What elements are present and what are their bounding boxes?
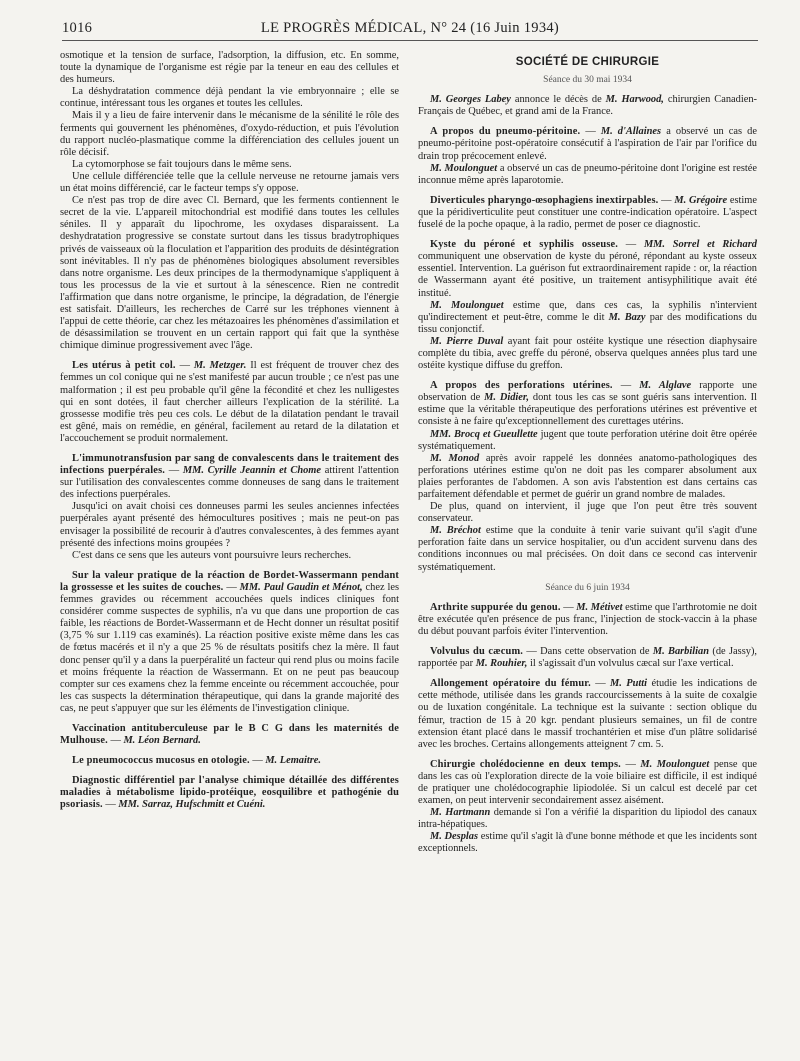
article-text: estime que la péridiverticulite peut constituer une contre-indication opératoire. L'aspect fuselé de la poche opaque, à la radio, permet de poser ce diagnostic. (418, 194, 757, 231)
article-author: M. Monod (430, 452, 480, 464)
paragraph (418, 300, 757, 336)
article-author: M. Alglave (639, 380, 692, 392)
article-pneumo-peritoine: A propos du pneumo-péritoine. — M. d'Allaines a observé un cas de pneumo-péritoine post-opératoire consécutif à l'aspiration de l'air par l'orifice du drain trop précocement enlevé. (418, 126, 757, 162)
journal-title: LE PROGRÈS MÉDICAL, N° 24 (16 Juin 1934) (260, 20, 560, 36)
section-title: SOCIÉTÉ DE CHIRURGIE (515, 56, 660, 68)
article-author: M. Lemaitre. (265, 755, 322, 767)
page-header (62, 18, 758, 38)
article-author: M. Putti (610, 678, 648, 690)
article-text: il s'agissait d'un volvulus cæcal sur l'axe vertical. (530, 658, 734, 670)
article-text: dont tous les cas se sont guéris sans intervention. Il estime que la véritable thérapeutique des perforations utérines est préventive et consiste à ne faire qu'exceptionnellement des curettages utérins. (418, 392, 757, 428)
paragraph: De plus, quand on intervient, il juge que l'on peut être très souvent conservateur. (418, 501, 757, 525)
article-diverticules: Diverticules pharyngo-œsophagiens inextirpables. — M. Grégoire estime que la péridiverticulite peut constituer une contre-indication opératoire. L'aspect fuselé de la poche opaque, à la radio, permet de poser ce diagnostic. (418, 194, 757, 231)
article-author: M. Bazy (608, 311, 646, 323)
paragraph (418, 429, 757, 453)
article-text: Dans cette observation de (540, 646, 650, 658)
article-heading: A propos des perforations utérines. (430, 380, 613, 392)
seance-date: Séance du 30 mai 1934 (543, 75, 632, 86)
paragraph: Une cellule différenciée telle que la cellule nerveuse ne retourne jamais vers un état moins différencié, car le facteur temps s'y oppose. (60, 170, 399, 195)
left-column (60, 50, 399, 812)
article-allongement: Allongement opératoire du fémur. — M. Putti étudie les indications de cette méthode, utilisée dans les grands raccourcissements à la suite de coxalgie ou de luxation congénitale. La technique est la suivante : section oblique du fémur, traction de 15 à 20 kgr. pendant plusieurs semaines, un fil de contre extension étant placé dans le massif trochantérien et mise d'un plâtre solidarisé avec les broches. Certains allongements atteignent 7 cm. 5. (418, 678, 757, 750)
article-metzger: Les utérus à petit col. — M. Metzger. Il est fréquent de trouver chez des femmes un col conique qui ne s'est manifesté par aucun trouble ; ce n'est pas une malformation ; il est peu probable qu'il gêne la fécondité et chez les nulligestes qui en sont dotées, il faut chercher ailleurs l'explication de la stérilité. La grossesse modifie très peu ces cols. Le début de la dilatation pendant le travail est gêné, mais on remédie, en général, facilement au retard de la dilatation et l'accouchement se produit normalement. (60, 360, 399, 444)
article-author: M. Bréchot (430, 525, 481, 537)
article-text: estime que l'arthrotomie ne doit être exécutée qu'en présence de pus franc, l'injection de stock-vaccin à la phase du début pouvant parfois éviter l'intervention. (418, 601, 757, 637)
article-heading: Diagnostic différentiel par l'analyse chimique détaillée des différentes maladies à métabolisme lipido-protéique, eosquilibre et pathogénie du psoriasis. (60, 775, 399, 811)
article-bcg: Vaccination antituberculeuse par le B C G dans les maternités de Mulhouse. — M. Léon Bernard. (60, 722, 399, 747)
article-author: M. d'Allaines (600, 126, 662, 138)
article-bordet-wassermann: Sur la valeur pratique de la réaction de Bordet-Wassermann pendant la grossesse et les suites de couches. — MM. Paul Gaudin et Ménot, chez les femmes gravides ou récemment accouchées quels indices cliniques font considérer comme suspectes de syphilis, n'a vu que dans une proportion de cas faible, les réactions de Bordet-Wassermann et de Hecht donner un résultat positif (3,75 % sur 1.119 cas examinés). La réaction positive existe même dans les cas de fœtus macérés et il n'y a que 25 % de résultats positifs chez la mère. Il faut donc penser qu'il y a dans la puerpéralité un facteur qui rend plus ou moins facile et moins fréquente la réaction de Wassermann. Et on ne peut pas beaucoup compter sur ces examens chez la femme enceinte ou récemment accouchée, pour les cas suspects la détermination thérapeutique, qui dans la grande majorité des cas, ne peut s'appuyer que sur les éléments de l'investigation clinique. (60, 569, 399, 714)
article-author: M. Métivet (576, 601, 623, 613)
article-author: M. Moulonguet (430, 162, 498, 174)
article-text: a observé un cas de pneumo-péritoine dont l'origine est restée inconnue même après laparotomie. (418, 162, 757, 186)
article-author: MM. Sorrel et Richard (643, 239, 757, 251)
paragraph: C'est dans ce sens que les auteurs vont poursuivre leurs recherches. (72, 549, 352, 561)
article-text: ayant fait pour ostéite kystique une résection diaphysaire complète du tibia, avec greffe du péroné, observa quelques années plus tard une ostéite kystique diffuse du greffon. (418, 335, 757, 372)
article-text: a observé un cas de pneumo-péritoine post-opératoire consécutif à l'aspiration de l'air par l'orifice du drain trop précocement enlevé. (418, 126, 757, 162)
seance-date: Séance du 6 juin 1934 (545, 582, 630, 593)
article-heading: Diverticules pharyngo-œsophagiens inextirpables. (430, 194, 659, 206)
article-kyste-perone: Kyste du péroné et syphilis osseuse. — MM. Sorrel et Richard communiquent une observation de kyste du péroné, répondant au kyste osseux essentiel. Intervention. La guérison fut extraordinairement rapide : or, la réaction de Wassermann ayant été positive, un traitement antisyphilitique avait été institué. (418, 239, 757, 299)
article-immunotransfusion: L'immunotransfusion par sang de convalescents dans le traitement des infections puerpérales. — MM. Cyrille Jeannin et Chome attirent l'attention sur l'utilisation des convalescentes comme donneuses de sang dans le traitement des infections puerpérales. (60, 453, 399, 501)
paragraph: Mais il y a lieu de faire intervenir dans le mécanisme de la sénilité le rôle des ferments qui gouvernent les phénomènes, d'oxydo-réduction, et puis l'évolution du rapport nucléo-plasmatique comme la différenciation des cellules jouent un rôle décisif. (60, 110, 399, 158)
article-heading: Sur la valeur pratique de la réaction de Bordet-Wassermann pendant la grossesse et les suites de couches. (60, 569, 399, 593)
article-heading: Chirurgie cholédocienne en deux temps. (430, 758, 621, 770)
article-text: (de Jassy), rapportée par (418, 646, 758, 670)
article-author: M. Georges Labey (430, 94, 511, 106)
article-author: M. Rouhier, (475, 658, 528, 670)
article-text: étudie les indications de cette méthode, utilisée dans les grands raccourcissements à la suite de coxalgie ou de luxation congénitale. La technique est la suivante : section oblique du fémur, traction de 15 à 20 kgr. pendant plusieurs semaines, un fil de contre extension étant placé dans le massif trochantérien et mise d'un plâtre solidarisé avec les broches. Certains allongements atteignent 7 cm. 5. (418, 678, 757, 750)
article-author: MM. Paul Gaudin et Ménot, (239, 581, 363, 593)
right-column (418, 50, 757, 856)
article-author: MM. Brocq et Gueullette (430, 428, 538, 440)
article-text: demande si l'on a vérifié la disparition du lipiodol des canaux intra-hépatiques. (418, 807, 757, 831)
article-author: M. Hartmann (430, 807, 491, 819)
article-text: chez les femmes gravides ou récemment accouchées quels indices cliniques font considérer comme suspectes de syphilis, n'a vu que dans une proportion de cas faible, les réactions de Bordet-Wassermann et de Hecht donner un résultat positif (3,75 % sur 1.119 cas examinés). La réaction positive existe même dans les cas de fœtus macérés et il n'y a que 25 % de résultats positifs chez la mère. Il faut donc penser qu'il y a dans la puerpéralité un facteur qui rend plus ou moins facile et moins fréquente la réaction de Wassermann. Et on ne peut pas beaucoup compter sur ces examens chez la femme enceinte ou récemment accouchée, pour les cas suspects la détermination thérapeutique, qui dans la grande majorité des cas, ne peut s'appuyer que sur les éléments de l'investigation clinique. (60, 581, 399, 714)
article-text: estime qu'il s'agit là d'une bonne méthode et que les incidents sont exceptionnels. (418, 831, 757, 855)
article-heading: Vaccination antituberculeuse par le B C G dans les maternités de Mulhouse. (60, 722, 399, 747)
article-author: M. Metzger. (193, 360, 247, 372)
article-text: Il est fréquent de trouver chez des femmes un col conique qui ne s'est manifesté par aucun trouble ; ce n'est pas une malformation ; il est peu probable qu'il gêne la fécondité et chez les nulligestes qui en sont dotées, il faut chercher ailleurs l'explication de la stérilité. La grossesse modifie très peu ces cols. Le début de la dilatation pendant le travail est gêné, mais on remédie, en général, facilement au retard de la dilatation et l'accouchement se produit normalement. (60, 360, 399, 444)
article-psoriasis: Diagnostic différentiel par l'analyse chimique détaillée des différentes maladies à métabolisme lipido-protéique, eosquilibre et pathogénie du psoriasis. — MM. Sarraz, Hufschmitt et Cuéni. (60, 775, 399, 811)
article-heading: Allongement opératoire du fémur. (430, 678, 591, 690)
article-heading: Arthrite suppurée du genou. (430, 601, 561, 613)
article-heading: Les utérus à petit col. (72, 360, 176, 372)
paragraph: La cytomorphose se fait toujours dans le même sens. (72, 158, 292, 170)
article-choledocienne: Chirurgie cholédocienne en deux temps. — M. Moulonguet pense que dans les cas où l'exploration directe de la voie biliaire est difficile, il est indiqué de pratiquer une cholédocographie lipiodolée. Si un calcul est decelé par cet examen, on peut intervenir secondairement assez aisément. (418, 758, 758, 807)
article-text: estime que la conduite à tenir varie suivant qu'il s'agit d'une perforation faite dans un service hospitalier, ou d'un accident survenu dans des conditions inconnues ou mal précisées. On doit dans ce second cas intervenir systématiquement. (418, 525, 758, 573)
article-author: MM. Cyrille Jeannin et Chome (182, 465, 321, 477)
article-text: jugent que toute perforation utérine doit être opérée systématiquement. (418, 428, 757, 452)
paragraph (418, 525, 757, 573)
article-heading: Kyste du péroné et syphilis osseuse. (430, 239, 619, 251)
article-text: attirent l'attention sur l'utilisation des convalescentes comme donneuses de sang dans le traitement des infections puerpérales. (60, 465, 399, 501)
article-heading: A propos du pneumo-péritoine. (430, 126, 581, 138)
article-text: après avoir rappelé les données anatomo-pathologiques des perforations utérines estime qu'on ne doit pas les comparer absolument aux plaies perforantes de l'abdomen. A son avis l'abstention est dans certains cas parfaitement défendable et permet de guérir un grand nombre de malades. (418, 452, 757, 500)
article-author: M. Grégoire (674, 194, 728, 206)
paragraph (418, 807, 757, 831)
paragraph (418, 163, 757, 187)
article-author: M. Léon Bernard. (123, 735, 201, 747)
article-pneumococcus: Le pneumococcus mucosus en otologie. — M. Lemaitre. (72, 755, 322, 767)
article-author: M. Moulonguet (640, 758, 710, 770)
paragraph: Jusqu'ici on avait choisi ces donneuses parmi les seules anciennes infectées puerpérales ayant présenté des hémocultures positives ; mais ne peut-on pas envisager la possibilité de recourir à d'autres convalescentes, à des femmes ayant présenté des infections moins groupées ? (60, 501, 399, 549)
article-text: estime que, dans ces cas, la syphilis n'intervient qu'indirectement et peut-être, comme le dit (418, 299, 757, 323)
article-text: annonce le décès de (514, 94, 602, 106)
article-heading: L'immunotransfusion par sang de convalescents dans le traitement des infections puerpérales. (60, 453, 399, 477)
paragraph (418, 453, 757, 501)
article-text: pense que dans les cas où l'exploration directe de la voie biliaire est difficile, il est indiqué de pratiquer une cholédocographie lipiodolée. Si un calcul est decelé par cet examen, on peut intervenir secondairement assez aisément. (418, 758, 758, 807)
article-text: chirurgien Canadien-Français de Québec, et grand ami de la France. (418, 94, 757, 118)
paragraph: La déshydratation commence déjà pendant la vie embryonnaire ; elle se continue, intéressant tous les organes et toutes les cellules. (60, 86, 399, 110)
article-volvulus: Volvulus du cæcum. — Dans cette observation de M. Barbilian (de Jassy), rapportée par M. Rouhier, il s'agissait d'un volvulus cæcal sur l'axe vertical. (418, 646, 758, 670)
article-author: M. Harwood, (605, 94, 664, 106)
article-text: par des modifications du tissu conjonctif. (418, 311, 757, 335)
paragraph (418, 336, 757, 372)
article-heading: Volvulus du cæcum. (430, 646, 524, 658)
article-author: M. Moulonguet (430, 299, 504, 311)
article-author: M. Pierre Duval (430, 335, 504, 347)
article-author: M. Barbilian (652, 646, 710, 658)
header-rule (62, 40, 758, 41)
paragraph: osmotique et la tension de surface, l'adsorption, la diffusion, etc. En somme, toute la dynamique de l'organisme est régie par la teneur en eau des cellules et des humeurs. (60, 50, 399, 86)
paragraph: Ce n'est pas trop de dire avec Cl. Bernard, que les ferments contiennent le secret de la vie. L'appareil mitochondrial est modifié dans toutes les cellules séniles. Il y apparaît du lipochrome, les oxydases disparaissent. La deshydratation progressive se constate surtout dans les tissus bradytrophiques privés de vaisseaux où la floculation et l'apparition des produits de désintégration sont inévitables. Il n'y pas de phénomènes biologiques absolument reversibles dans notre organisme. Les deux principes de la thermodynamique s'appliquent à tous les processus de la vie et surtout à la sénescence. Rien ne contredit l'affirmation que dans notre organisme, le principe, la dégradation, de l'énergie est satisfait. D'ailleurs, les recherches de Carré sur les tréphones viennent à l'appui de cette théorie, car chez les métazoaires les phénomènes d'assimilation et de désassimilation se trouvent en un certain rapport qui fait que la synthèse chimique diminue progressivement avec l'âge. (60, 195, 399, 352)
article-author: MM. Sarraz, Hufschmitt et Cuéni. (118, 799, 266, 811)
article-text: communiquent une observation de kyste du péroné, répondant au kyste osseux essentiel. Intervention. La guérison fut extraordinairement rapide : or, la réaction de Wassermann ayant été positive, un traitement antisyphilitique avait été institué. (418, 251, 757, 299)
article-perforations: A propos des perforations utérines. — M. Alglave rapporte une observation de M. Didier, dont tous les cas se sont guéris sans intervention. Il estime que la véritable thérapeutique des perforations utérines est préventive et consiste à ne faire qu'exceptionnellement des curettages utérins. (418, 380, 757, 428)
article-author: M. Desplas (430, 831, 479, 843)
article-author: M. Didier, (484, 392, 529, 404)
article-arthrite: Arthrite suppurée du genou. — M. Métivet estime que l'arthrotomie ne doit être exécutée qu'en présence de pus franc, l'injection de stock-vaccin à la phase du début pouvant parfois éviter l'intervention. (418, 601, 757, 637)
page-number: 1016 (62, 20, 93, 36)
paragraph (418, 831, 757, 855)
article-labey (418, 94, 757, 118)
article-text: rapporte une observation de (418, 380, 757, 404)
article-heading: Le pneumococcus mucosus en otologie. (72, 755, 250, 767)
